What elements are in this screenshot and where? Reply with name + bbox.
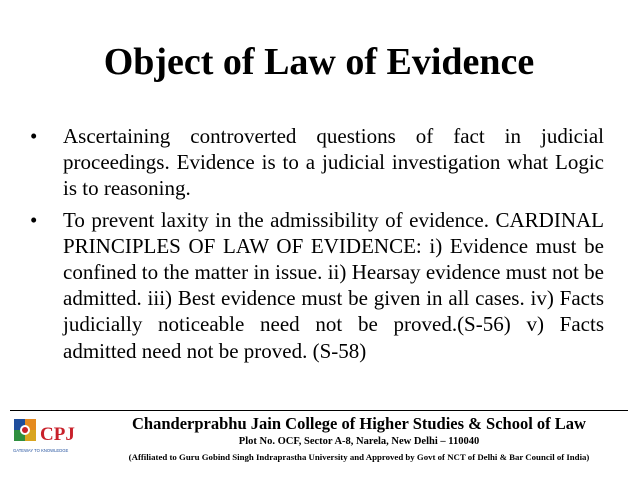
- college-address: Plot No. OCF, Sector A-8, Narela, New Delhi – 110040: [238, 436, 480, 447]
- footer: [90, 413, 628, 464]
- bullet-icon: •: [30, 207, 38, 232]
- cpj-college-logo: [10, 415, 86, 457]
- slide-title: Object of Law of Evidence: [103, 41, 535, 83]
- bullet-text: To prevent laxity in the admissibility of evidence. CARDINAL PRINCIPLES OF LAW OF EVIDENCE: i) Evidence must be confined to the matter in issue. ii) Hearsay evidence must not be admitted. iii) Best evidence must be given in all cases. iv) Facts judicially noticeable need not be proved.(S-56) v) Facts admitted need not be proved. (S-58): [63, 207, 604, 363]
- bullet-item: [30, 207, 604, 364]
- footer-divider: [10, 410, 628, 411]
- emblem-icon: [14, 419, 36, 441]
- logo-tagline: GATEWAY TO KNOWLEDGE: [13, 448, 69, 453]
- bullet-list: [30, 123, 604, 369]
- college-affiliation: (Affiliated to Guru Gobind Singh Indraprastha University and Approved by Govt of NCT of Delhi & Bar Council of India): [128, 452, 590, 462]
- bullet-icon: •: [30, 124, 38, 148]
- logo-text: CPJ: [40, 424, 75, 445]
- bullet-text: Ascertaining controverted questions of fact in judicial proceedings. Evidence is to a judicial investigation what Logic is to reasoning.: [63, 124, 604, 201]
- college-name: Chanderprabhu Jain College of Higher Studies & School of Law: [132, 414, 586, 433]
- bullet-item: [30, 123, 604, 202]
